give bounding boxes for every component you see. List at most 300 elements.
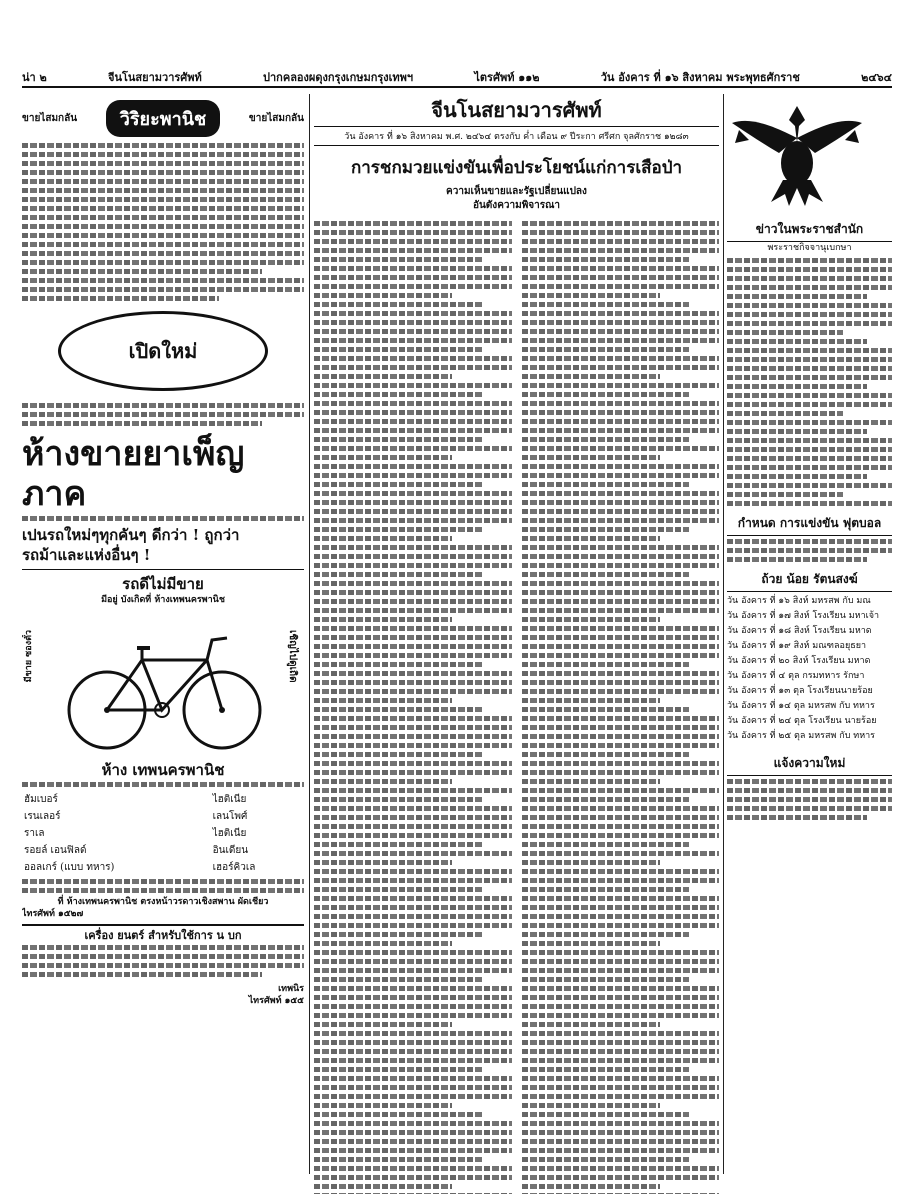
text-line xyxy=(314,797,482,802)
text-line xyxy=(522,689,720,694)
vertical-label-left: มีขาย ซองตั๋ว xyxy=(24,630,34,683)
text-line xyxy=(727,330,843,335)
text-line xyxy=(314,770,512,775)
text-line xyxy=(522,707,690,712)
text-line xyxy=(314,1103,452,1108)
grand-opening-oval xyxy=(58,311,268,391)
text-line xyxy=(522,1094,720,1099)
text-line xyxy=(314,275,512,280)
text-line xyxy=(522,851,720,856)
text-line xyxy=(727,474,867,479)
text-line xyxy=(522,860,660,865)
text-line xyxy=(522,239,720,244)
text-line xyxy=(314,752,482,757)
text-line xyxy=(522,779,660,784)
text-line xyxy=(522,806,720,811)
text-line xyxy=(522,797,690,802)
text-line xyxy=(314,482,482,487)
list-item: วัน อังคาร ที่ ๒๐ สิงห์ โรงเรียน มหาด xyxy=(727,656,871,666)
text-line xyxy=(314,725,512,730)
text-line xyxy=(727,366,892,371)
text-line xyxy=(522,1022,660,1027)
bicycle-shop-footer: ที่ ห้างเทพนครพานิช ตรงหน้าวรดาวเชิงสพาน ผัดเชียว xyxy=(57,897,269,907)
text-line xyxy=(314,833,512,838)
text-line xyxy=(522,1157,690,1162)
text-line xyxy=(314,446,512,451)
text-line xyxy=(522,977,690,982)
text-line xyxy=(314,464,512,469)
text-line xyxy=(314,311,512,316)
text-line xyxy=(522,329,720,334)
text-line xyxy=(522,653,720,658)
text-line xyxy=(314,932,482,937)
banner-side-right: ขายไสมกลัน xyxy=(248,113,304,124)
text-line xyxy=(522,680,720,685)
text-line xyxy=(314,1148,512,1153)
list-item: วัน อังคาร ที่ ๑๗ สิงห์ โรงเรียน มหาเจ้า xyxy=(727,611,880,621)
article-byline-1: ความเห็นขายและรัฐเปลี่ยนแปลง xyxy=(446,186,587,197)
text-line xyxy=(314,851,512,856)
article-headline: การชกมวยแข่งขันเพื่อประโยชน์แก่การเสือป่า xyxy=(350,158,683,178)
text-line xyxy=(314,428,512,433)
article-column-b xyxy=(522,221,720,1194)
news-column xyxy=(727,94,892,1194)
text-line xyxy=(314,1067,482,1072)
article-byline-2: อันตังความพิจารณา xyxy=(472,200,561,211)
text-line xyxy=(522,1067,690,1072)
slogan-line-2: รถม้าและแห่งอื่นๆ ! xyxy=(22,546,151,564)
text-line xyxy=(314,644,512,649)
text-line xyxy=(314,1166,512,1171)
text-line xyxy=(522,374,660,379)
column-divider xyxy=(723,94,724,1174)
text-line xyxy=(314,662,482,667)
text-line xyxy=(522,815,720,820)
text-line xyxy=(522,608,720,613)
table-row: เรนเลอร์ เลนโพศ์ xyxy=(24,811,248,822)
text-line xyxy=(522,455,660,460)
text-line xyxy=(522,482,690,487)
text-line xyxy=(522,968,720,973)
no-sale-heading: รถดีไม่มีขาย xyxy=(122,575,204,593)
text-line xyxy=(314,1157,482,1162)
text-line xyxy=(314,1193,512,1194)
text-line xyxy=(314,905,512,910)
text-line xyxy=(522,959,720,964)
text-line xyxy=(522,671,720,676)
text-line xyxy=(727,357,892,362)
text-line xyxy=(522,500,720,505)
text-line xyxy=(522,536,660,541)
text-line xyxy=(727,438,892,443)
text-line xyxy=(522,698,660,703)
text-line xyxy=(522,383,720,388)
text-line xyxy=(314,500,512,505)
text-line xyxy=(314,914,512,919)
vertical-label-right: เชิญไปดูเถิด xyxy=(287,630,298,683)
text-line xyxy=(522,995,720,1000)
text-line xyxy=(522,644,720,649)
page-number: น่า ๒ xyxy=(22,71,47,84)
text-line xyxy=(727,375,892,380)
text-line xyxy=(522,302,690,307)
text-line xyxy=(522,887,690,892)
text-line xyxy=(522,1049,720,1054)
text-line xyxy=(727,465,892,470)
text-line xyxy=(314,788,512,793)
editorial-column xyxy=(314,94,719,1194)
text-line xyxy=(522,1184,660,1189)
shop3-phone: ไทรศัพท์ ๑๕๕ xyxy=(248,996,304,1006)
text-line xyxy=(522,275,720,280)
bicycle-shop-phone: ไทรศัพท์ ๑๕๒๗ xyxy=(22,909,84,919)
text-line xyxy=(522,347,690,352)
text-line xyxy=(727,276,892,281)
text-line xyxy=(314,1031,512,1036)
text-line xyxy=(314,383,512,388)
text-line xyxy=(314,248,512,253)
text-line xyxy=(314,455,452,460)
text-line xyxy=(314,698,452,703)
text-line xyxy=(522,338,720,343)
text-line xyxy=(522,599,720,604)
football-text xyxy=(727,539,892,562)
text-line xyxy=(522,572,690,577)
text-line xyxy=(522,1085,720,1090)
text-line xyxy=(522,950,720,955)
list-item: วัน อังคาร ที่ ๑๔ ตุล มหรสพ กับ ทหาร xyxy=(727,701,875,711)
text-line xyxy=(314,347,482,352)
text-line xyxy=(522,617,660,622)
text-line xyxy=(314,617,452,622)
text-line xyxy=(314,437,482,442)
bicycle-notes xyxy=(22,879,304,893)
text-line xyxy=(314,869,512,874)
text-line xyxy=(727,393,892,398)
text-line xyxy=(314,572,482,577)
text-line xyxy=(522,509,720,514)
text-line xyxy=(314,707,482,712)
text-line xyxy=(314,887,482,892)
masthead-title: จีนโนสยามวารศัพท์ xyxy=(431,98,602,122)
text-line xyxy=(522,1121,720,1126)
issue-year: ๒๔๖๔ xyxy=(861,71,892,84)
text-line xyxy=(314,1040,512,1045)
text-line xyxy=(522,869,720,874)
bicycle-illustration xyxy=(22,610,304,760)
table-row: รอยล์ เอนฟิลด์ อินเดียน xyxy=(24,845,249,856)
fixture-list xyxy=(727,595,892,742)
paper-name: จีนโนสยามวารศัพท์ xyxy=(108,71,202,84)
text-line xyxy=(727,456,892,461)
text-line xyxy=(522,590,720,595)
text-line xyxy=(727,483,892,488)
court-news-text xyxy=(727,258,892,506)
text-line xyxy=(522,761,720,766)
bicycle-icon xyxy=(22,610,304,760)
text-line xyxy=(314,1004,512,1009)
text-line xyxy=(314,635,512,640)
text-line xyxy=(314,950,512,955)
issue-number: ไตรศัพท์ ๑๑๒ xyxy=(474,71,540,84)
list-item: วัน อังคาร ที่ ๔ ตุล กรมทหาร รักษา xyxy=(727,671,865,681)
oval-text: เปิดใหม่ xyxy=(128,339,198,363)
pharmacy-name: ห้างขายยาเพ็ญภาค xyxy=(22,434,245,514)
text-line xyxy=(522,392,690,397)
viriya-banner: วิริยะพานิช xyxy=(106,100,220,137)
machines-title: เครื่อง ยนตร์ สำหรับใช้การ น บก xyxy=(84,929,242,942)
text-line xyxy=(522,1139,720,1144)
text-line xyxy=(314,1049,512,1054)
text-line xyxy=(522,941,660,946)
list-item: วัน อังคาร ที่ ๑๙ สิงห์ มณฑลอยุธยา xyxy=(727,641,867,651)
banner-side-left: ขายไสมกลัน xyxy=(22,113,78,124)
text-line xyxy=(522,743,720,748)
text-line xyxy=(314,338,512,343)
text-line xyxy=(314,329,512,334)
text-line xyxy=(314,968,512,973)
text-line xyxy=(727,348,892,353)
text-line xyxy=(522,527,690,532)
text-line xyxy=(314,320,512,325)
text-line xyxy=(314,761,512,766)
text-line xyxy=(727,447,892,452)
text-line xyxy=(727,303,892,308)
bicycle-brand-table xyxy=(22,791,304,876)
text-line xyxy=(522,725,720,730)
text-line xyxy=(522,770,720,775)
list-item: วัน อังคาร ที่ ๒๕ ตุล มหรสพ กับ ทหาร xyxy=(727,731,876,741)
slogan-line-1: เปนรถใหม่ๆทุกคันๆ ดีกว่า ! ถูกว่า xyxy=(22,526,240,544)
text-line xyxy=(727,411,843,416)
text-line xyxy=(522,1193,720,1194)
list-item: วัน อังคาร ที่ ๑๓ ตุล โรงเรียนนายร้อย xyxy=(727,686,873,696)
bicycle-shop-name: ห้าง เทพนครพานิช xyxy=(101,761,225,779)
text-line xyxy=(314,536,452,541)
text-line xyxy=(522,221,720,226)
text-line xyxy=(522,635,720,640)
text-line xyxy=(522,662,690,667)
page-header xyxy=(22,68,892,88)
text-line xyxy=(314,1022,452,1027)
text-line xyxy=(522,410,720,415)
text-line xyxy=(314,1112,482,1117)
text-line xyxy=(314,860,452,865)
text-line xyxy=(314,554,512,559)
text-line xyxy=(522,833,720,838)
text-line xyxy=(727,429,867,434)
text-line xyxy=(522,896,720,901)
text-line xyxy=(522,1112,690,1117)
text-line xyxy=(314,302,482,307)
text-line xyxy=(314,959,512,964)
text-line xyxy=(522,923,720,928)
text-line xyxy=(314,419,512,424)
text-line xyxy=(314,518,512,523)
machines-text xyxy=(22,945,304,977)
text-line xyxy=(522,1040,720,1045)
text-line xyxy=(522,446,720,451)
text-line xyxy=(314,509,512,514)
text-line xyxy=(314,995,512,1000)
court-news-sub: พระราชกิจจานุเบกษา xyxy=(767,243,852,253)
text-line xyxy=(727,294,867,299)
text-line xyxy=(522,734,720,739)
pharmacy-address xyxy=(22,516,304,521)
text-line xyxy=(314,1076,512,1081)
text-line xyxy=(522,320,720,325)
bike-caption: มีอยู่ บังเกิดที่ ห้างเทพนครพานิช xyxy=(101,595,225,605)
text-line xyxy=(314,680,512,685)
text-line xyxy=(522,1013,720,1018)
text-line xyxy=(314,1175,512,1180)
text-line xyxy=(314,608,512,613)
text-line xyxy=(727,384,867,389)
office-address: ปากคลองผดุงกรุงเกษมกรุงเทพฯ xyxy=(263,71,414,84)
text-line xyxy=(522,752,690,757)
text-line xyxy=(314,1013,512,1018)
ads-column xyxy=(22,94,304,1194)
text-line xyxy=(522,230,720,235)
text-line xyxy=(314,374,452,379)
text-line xyxy=(522,545,720,550)
text-line xyxy=(727,285,892,290)
text-line xyxy=(522,266,720,271)
text-line xyxy=(522,419,720,424)
text-line xyxy=(314,1121,512,1126)
text-line xyxy=(522,986,720,991)
masthead-date: วัน อังคาร ที่ ๑๖ สิงหาคม พ.ศ. ๒๔๖๔ ตรงกับ ค่ำ เดือน ๙ ปีระกา ศรีศก จุลศักราช ๑๒๘๓ xyxy=(314,126,719,146)
article-column-a xyxy=(314,221,512,1194)
text-line xyxy=(522,1130,720,1135)
text-line xyxy=(522,716,720,721)
text-line xyxy=(314,527,482,532)
text-line xyxy=(522,1004,720,1009)
court-news-title: ข่าวในพระราชสำนัก xyxy=(727,218,892,242)
garuda-emblem-icon xyxy=(727,98,867,208)
text-line xyxy=(522,1148,720,1153)
text-line xyxy=(314,491,512,496)
text-line xyxy=(522,356,720,361)
list-item: วัน อังคาร ที่ ๑๖ สิงห์ มหรสพ กับ มณ xyxy=(727,596,871,606)
opening-text xyxy=(22,403,304,426)
list-item: วัน อังคาร ที่ ๒๔ ตุล โรงเรียน นายร้อย xyxy=(727,716,877,726)
text-line xyxy=(314,392,482,397)
column-divider xyxy=(309,94,310,1174)
text-line xyxy=(522,491,720,496)
text-line xyxy=(314,923,512,928)
text-line xyxy=(522,914,720,919)
text-line xyxy=(314,779,452,784)
text-line xyxy=(522,473,720,478)
text-line xyxy=(314,401,512,406)
bicycle-shop-text xyxy=(22,782,304,787)
text-line xyxy=(727,402,892,407)
text-line xyxy=(727,321,892,326)
text-line xyxy=(522,1103,660,1108)
text-line xyxy=(314,896,512,901)
text-line xyxy=(727,258,892,263)
text-line xyxy=(522,437,690,442)
text-line xyxy=(522,293,660,298)
text-line xyxy=(314,653,512,658)
text-line xyxy=(314,284,512,289)
cup-title: ถ้วย น้อย รัตนสงฆ์ xyxy=(727,568,892,592)
text-line xyxy=(522,842,690,847)
text-line xyxy=(522,365,720,370)
text-line xyxy=(314,824,512,829)
text-line xyxy=(314,977,482,982)
text-line xyxy=(522,626,720,631)
text-line xyxy=(314,1094,512,1099)
ad-body-text xyxy=(22,143,304,301)
text-line xyxy=(314,878,512,883)
text-line xyxy=(727,492,843,497)
text-line xyxy=(314,626,512,631)
text-line xyxy=(727,312,892,317)
text-line xyxy=(522,581,720,586)
text-line xyxy=(314,230,512,235)
text-line xyxy=(314,716,512,721)
text-line xyxy=(522,248,720,253)
text-line xyxy=(314,806,512,811)
football-title: กำหนด การแข่งขัน ฟุตบอล xyxy=(727,512,892,536)
table-row: ออลเกร์ (แบบ ทหาร) เฮอร์คิวเล xyxy=(24,862,256,873)
text-line xyxy=(314,356,512,361)
issue-date: วัน อังคาร ที่ ๑๖ สิงหาคม พระพุทธศักราช xyxy=(600,71,800,84)
text-line xyxy=(314,563,512,568)
text-line xyxy=(522,1175,720,1180)
text-line xyxy=(727,267,892,272)
text-line xyxy=(522,563,720,568)
table-row: ราเล ไฮติเนีย xyxy=(24,828,247,839)
text-line xyxy=(522,311,720,316)
notice-text xyxy=(727,779,892,820)
text-line xyxy=(314,410,512,415)
text-line xyxy=(727,420,892,425)
text-line xyxy=(314,743,512,748)
newspaper-page xyxy=(22,68,892,1168)
text-line xyxy=(314,671,512,676)
text-line xyxy=(522,905,720,910)
list-item: วัน อังคาร ที่ ๑๘ สิงห์ โรงเรียน มหาด xyxy=(727,626,872,636)
text-line xyxy=(522,932,690,937)
text-line xyxy=(522,284,720,289)
text-line xyxy=(314,734,512,739)
text-line xyxy=(522,1058,720,1063)
text-line xyxy=(522,878,720,883)
text-line xyxy=(522,464,720,469)
article-body xyxy=(314,221,719,1194)
text-line xyxy=(314,815,512,820)
shop3-name: เทพนิร xyxy=(278,984,304,994)
text-line xyxy=(727,501,892,506)
text-line xyxy=(314,293,452,298)
text-line xyxy=(314,599,512,604)
text-line xyxy=(522,788,720,793)
text-line xyxy=(314,221,512,226)
text-line xyxy=(522,518,720,523)
text-line xyxy=(314,1130,512,1135)
text-line xyxy=(522,554,720,559)
text-line xyxy=(314,941,452,946)
viriya-banner-row xyxy=(22,100,304,137)
table-row: ฮัมเบอร์ ไฮติเนีย xyxy=(24,794,247,805)
text-line xyxy=(522,1076,720,1081)
text-line xyxy=(522,401,720,406)
text-line xyxy=(314,257,482,262)
text-line xyxy=(314,1085,512,1090)
